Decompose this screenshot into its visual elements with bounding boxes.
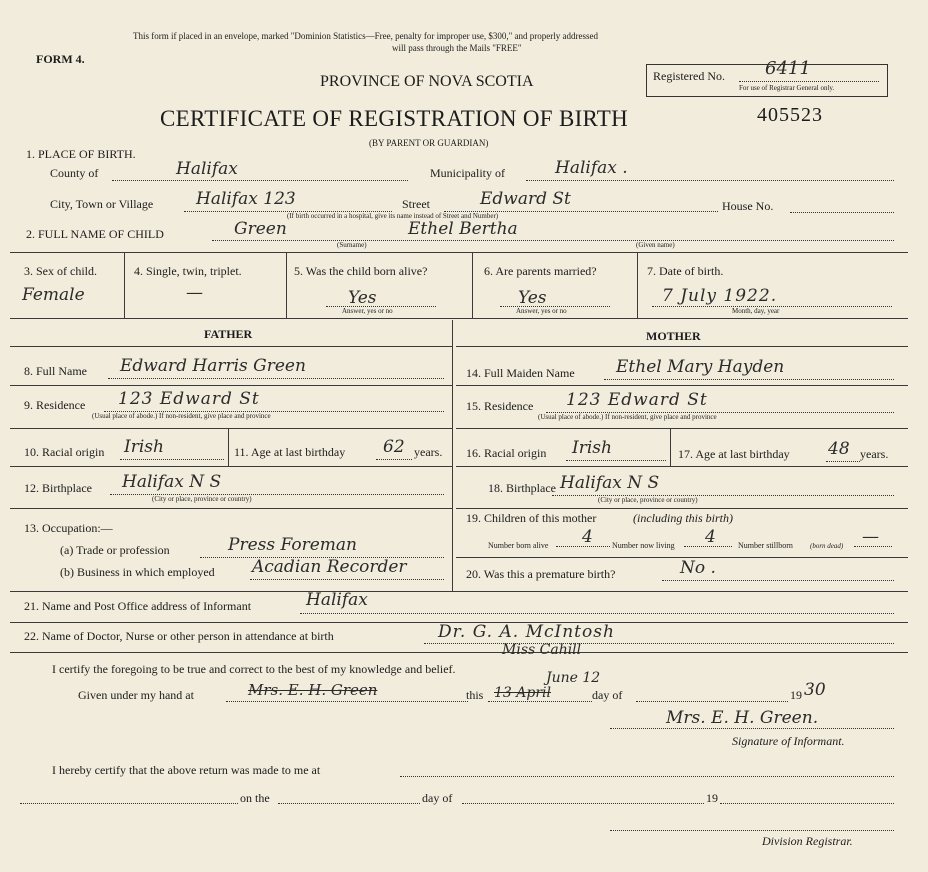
father-birthplace-label: 12. Birthplace bbox=[24, 481, 92, 495]
mother-age-value: 48 bbox=[828, 439, 850, 459]
certificate-number: 405523 bbox=[757, 104, 823, 126]
given-note: (Given name) bbox=[636, 241, 675, 249]
doctor-label: 22. Name of Doctor, Nurse or other person in attendance at birth bbox=[24, 629, 334, 643]
house-label: House No. bbox=[722, 199, 774, 213]
subtitle: (BY PARENT OR GUARDIAN) bbox=[369, 138, 489, 148]
mother-birthplace-value: Halifax N S bbox=[560, 473, 660, 493]
living-label: Number now living bbox=[612, 541, 675, 550]
stillborn-note: (born dead) bbox=[810, 542, 844, 550]
this-label: this bbox=[466, 688, 484, 702]
mother-residence-value: 123 Edward St bbox=[566, 390, 708, 410]
father-racial-label: 10. Racial origin bbox=[24, 445, 105, 459]
city-label: City, Town or Village bbox=[50, 197, 154, 211]
municipality-label: Municipality of bbox=[430, 166, 505, 180]
county-label: County of bbox=[50, 166, 99, 180]
plurality-value: — bbox=[186, 283, 203, 303]
living-value: 4 bbox=[705, 527, 716, 547]
signature-label: Signature of Informant. bbox=[732, 734, 845, 748]
child-name-label: 2. FULL NAME OF CHILD bbox=[26, 227, 164, 241]
mother-years: years. bbox=[860, 447, 889, 461]
nurse-value: Miss Cahill bbox=[502, 642, 582, 658]
mother-residence-note: (Usual place of abode.) If non-resident, give place and province bbox=[538, 413, 717, 421]
mother-racial-label: 16. Racial origin bbox=[466, 446, 547, 460]
mother-name-value: Ethel Mary Hayden bbox=[616, 357, 785, 377]
father-name-value: Edward Harris Green bbox=[120, 356, 306, 376]
father-residence-label: 9. Residence bbox=[24, 398, 86, 412]
form-number: FORM 4. bbox=[36, 52, 85, 66]
rule-21 bbox=[10, 591, 908, 592]
children-label-italic: (including this birth) bbox=[633, 511, 733, 525]
dob-value: 7 July 1922. bbox=[662, 286, 778, 306]
surname-note: (Surname) bbox=[337, 241, 367, 249]
certify-statement: I certify the foregoing to be true and correct to the best of my knowledge and belief. bbox=[52, 662, 456, 676]
father-heading: FATHER bbox=[204, 327, 253, 341]
mother-birthplace-note: (City or place, province or country) bbox=[598, 496, 698, 504]
father-birthplace-value: Halifax N S bbox=[122, 472, 222, 492]
premature-value: No . bbox=[680, 558, 716, 578]
city-value: Halifax 123 bbox=[196, 189, 296, 209]
rule-top bbox=[10, 252, 908, 253]
business-label: (b) Business in which employed bbox=[60, 565, 215, 579]
street-label: Street bbox=[402, 197, 430, 211]
county-value: Halifax bbox=[176, 159, 238, 179]
alive-label: 5. Was the child born alive? bbox=[294, 264, 428, 278]
rule-cert bbox=[10, 652, 908, 653]
children-label: 19. Children of this mother bbox=[466, 511, 597, 525]
mother-age-label: 17. Age at last birthday bbox=[678, 447, 790, 461]
postal-notice-2: will pass through the Mails "FREE" bbox=[392, 43, 522, 53]
day-of-label: day of bbox=[592, 688, 623, 702]
informant-label: 21. Name and Post Office address of Informant bbox=[24, 599, 252, 613]
business-value: Acadian Recorder bbox=[252, 557, 407, 577]
alive-note: Answer, yes or no bbox=[342, 307, 393, 315]
married-note: Answer, yes or no bbox=[516, 307, 567, 315]
mother-residence-label: 15. Residence bbox=[466, 399, 534, 413]
registered-label: Registered No. bbox=[653, 69, 725, 83]
sex-value: Female bbox=[22, 285, 85, 305]
alive-value: Yes bbox=[348, 288, 377, 308]
registrar-statement: I hereby certify that the above return was made to me at bbox=[52, 763, 321, 777]
sex-label: 3. Sex of child. bbox=[24, 264, 97, 278]
trade-label: (a) Trade or profession bbox=[60, 543, 170, 557]
hospital-note: (If birth occurred in a hospital, give its name instead of Street and Number) bbox=[287, 212, 499, 220]
year-prefix: 19 bbox=[790, 688, 802, 702]
child-surname: Green bbox=[234, 219, 287, 239]
occupation-label: 13. Occupation:— bbox=[24, 521, 113, 535]
rule-row3 bbox=[10, 318, 908, 319]
stillborn-label: Number stillborn bbox=[738, 541, 793, 550]
father-residence-note: (Usual place of abode.) If non-resident, give place and province bbox=[92, 412, 271, 420]
given-place-value: Mrs. E. H. Green bbox=[248, 681, 378, 699]
father-residence-value: 123 Edward St bbox=[118, 389, 260, 409]
day-value: June 12 bbox=[546, 670, 601, 686]
born-alive-label: Number born alive bbox=[488, 541, 549, 550]
day-value-struck: 13 April bbox=[494, 685, 551, 701]
informant-value: Halifax bbox=[306, 590, 368, 610]
registered-value: 6411 bbox=[765, 58, 811, 79]
mother-racial-value: Irish bbox=[572, 438, 612, 458]
stillborn-value: — bbox=[862, 527, 879, 547]
father-years: years. bbox=[414, 445, 443, 459]
registrar-year-prefix: 19 bbox=[706, 791, 718, 805]
registrar-day-of: day of bbox=[422, 791, 453, 805]
certificate-title: CERTIFICATE OF REGISTRATION OF BIRTH bbox=[160, 106, 629, 131]
married-label: 6. Are parents married? bbox=[484, 264, 597, 278]
postal-notice: This form if placed in an envelope, marked "Dominion Statistics—Free, penalty for improper use, $300," and properly addressed bbox=[133, 31, 598, 41]
father-birthplace-note: (City or place, province or country) bbox=[152, 495, 252, 503]
street-value: Edward St bbox=[480, 189, 571, 209]
year-value: 30 bbox=[804, 680, 826, 700]
mother-birthplace-label: 18. Birthplace bbox=[488, 481, 556, 495]
dob-note: Month, day, year bbox=[732, 307, 780, 315]
father-racial-value: Irish bbox=[124, 437, 164, 457]
mother-name-label: 14. Full Maiden Name bbox=[466, 366, 575, 380]
informant-signature: Mrs. E. H. Green. bbox=[666, 708, 819, 728]
province-title: PROVINCE OF NOVA SCOTIA bbox=[320, 73, 534, 90]
doctor-value: Dr. G. A. McIntosh bbox=[438, 622, 615, 642]
born-alive-value: 4 bbox=[582, 527, 593, 547]
on-the-label: on the bbox=[240, 791, 270, 805]
place-of-birth-heading: 1. PLACE OF BIRTH. bbox=[26, 147, 136, 161]
trade-value: Press Foreman bbox=[228, 535, 357, 555]
mother-heading: MOTHER bbox=[646, 329, 701, 343]
premature-label: 20. Was this a premature birth? bbox=[466, 567, 616, 581]
father-age-value: 62 bbox=[383, 437, 405, 457]
registrar-note: For use of Registrar General only. bbox=[739, 84, 835, 92]
married-value: Yes bbox=[518, 288, 547, 308]
father-name-label: 8. Full Name bbox=[24, 364, 87, 378]
registered-number-box bbox=[646, 58, 888, 97]
municipality-value: Halifax . bbox=[555, 158, 628, 178]
father-age-label: 11. Age at last birthday bbox=[234, 445, 346, 459]
parents-divider bbox=[452, 320, 453, 591]
plurality-label: 4. Single, twin, triplet. bbox=[134, 264, 242, 278]
dob-label: 7. Date of birth. bbox=[647, 264, 724, 278]
child-given-name: Ethel Bertha bbox=[408, 219, 518, 239]
given-label: Given under my hand at bbox=[78, 688, 194, 702]
division-registrar-label: Division Registrar. bbox=[762, 834, 853, 848]
